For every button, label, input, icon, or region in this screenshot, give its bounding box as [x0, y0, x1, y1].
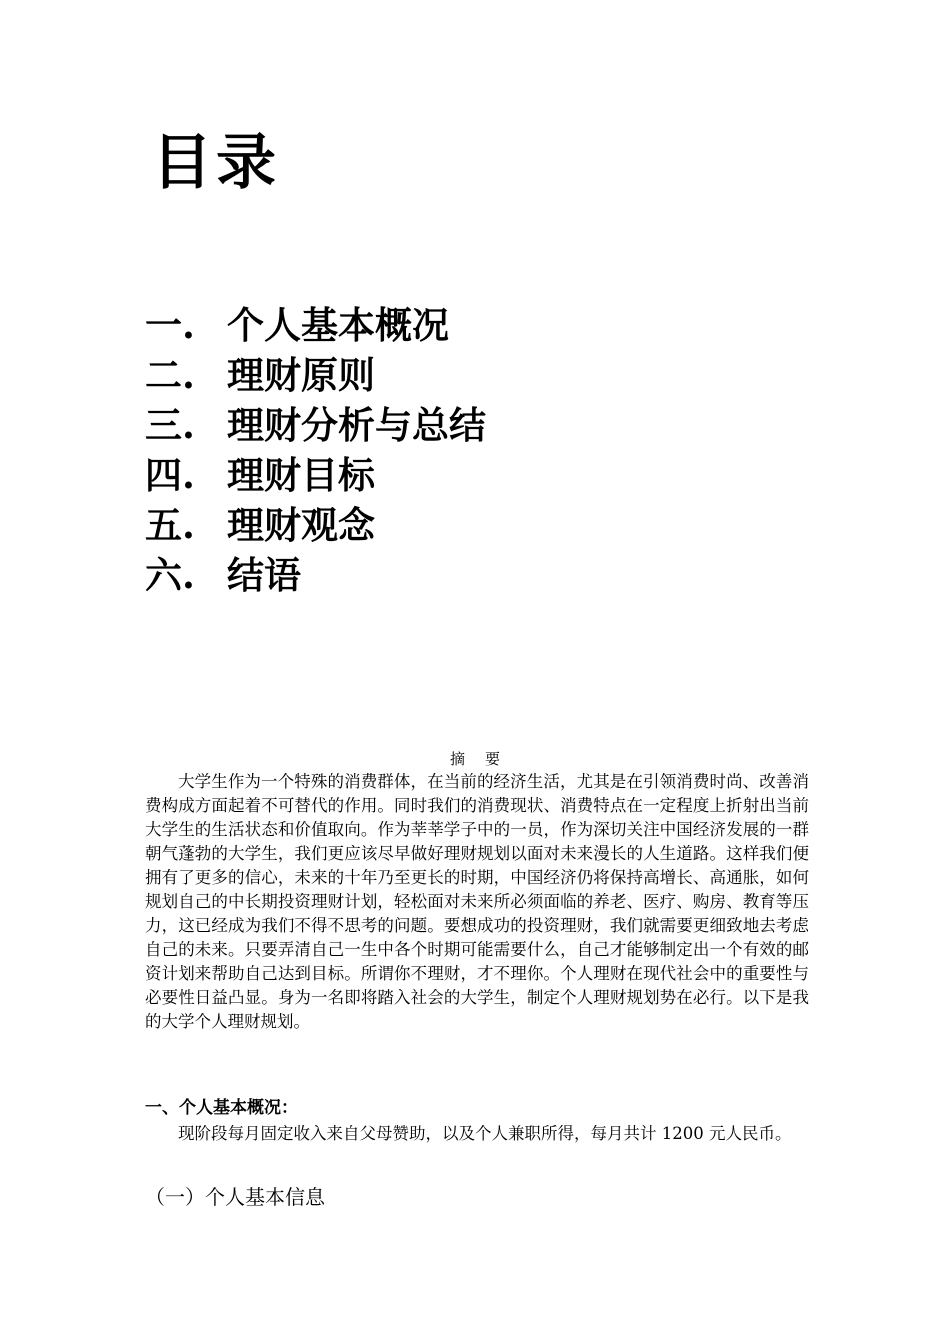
section-body: 现阶段每月固定收入来自父母赞助，以及个人兼职所得，每月共计 1200 元人民币。 — [178, 1124, 792, 1143]
toc-item-label: 理财观念 — [227, 503, 375, 547]
toc-title: 目录 — [152, 128, 280, 198]
abstract-title-text: 摘要 — [449, 750, 520, 768]
toc-item-number: 二. — [145, 353, 195, 397]
toc-item-label: 个人基本概况 — [227, 303, 449, 347]
toc-item-number: 一. — [145, 303, 195, 347]
abstract-title — [0, 748, 950, 770]
toc-item-label: 理财原则 — [227, 353, 375, 397]
toc-item-label: 理财目标 — [227, 453, 375, 497]
toc-list — [145, 300, 486, 600]
toc-item — [145, 400, 486, 450]
toc-item-label: 结语 — [227, 553, 301, 597]
toc-item-number: 三. — [145, 403, 195, 447]
toc-item — [145, 350, 486, 400]
toc-item-number: 六. — [145, 553, 195, 597]
subsection-heading: （一）个人基本信息 — [145, 1185, 325, 1209]
toc-item — [145, 500, 486, 550]
toc-item-number: 五. — [145, 503, 195, 547]
toc-item — [145, 550, 486, 600]
toc-item-number: 四. — [145, 453, 195, 497]
toc-item — [145, 300, 486, 350]
section-heading: 一、个人基本概况： — [145, 1098, 298, 1118]
abstract-body: 大学生作为一个特殊的消费群体，在当前的经济生活，尤其是在引领消费时尚、改善消费构成方面起着不可替代的作用。同时我们的消费现状、消费特点在一定程度上折射出当前大学生的生活状态和价值取向。作为莘莘学子中的一员，作为深切关注中国经济发展的一群朝气蓬勃的大学生，我们更应该尽早做好理财规划以面对未来漫长的人生道路。这样我们便拥有了更多的信心，未来的十年乃至更长的时期，中国经济仍将保持高增长、高通胀，如何规划自己的中长期投资理财计划，轻松面对未来所必须面临的养老、医疗、购房、教育等压力，这已经成为我们不得不思考的问题。要想成功的投资理财，我们就需要更细致地去考虑自己的未来。只要弄清自己一生中各个时期可能需要什么，自己才能够制定出一个有效的邮资计划来帮助自己达到目标。所谓你不理财，才不理你。个人理财在现代社会中的重要性与必要性日益凸显。身为一名即将踏入社会的大学生，制定个人理财规划势在必行。以下是我的大学个人理财规划。 — [145, 772, 809, 1031]
toc-item-label: 理财分析与总结 — [227, 403, 486, 447]
toc-item — [145, 450, 486, 500]
